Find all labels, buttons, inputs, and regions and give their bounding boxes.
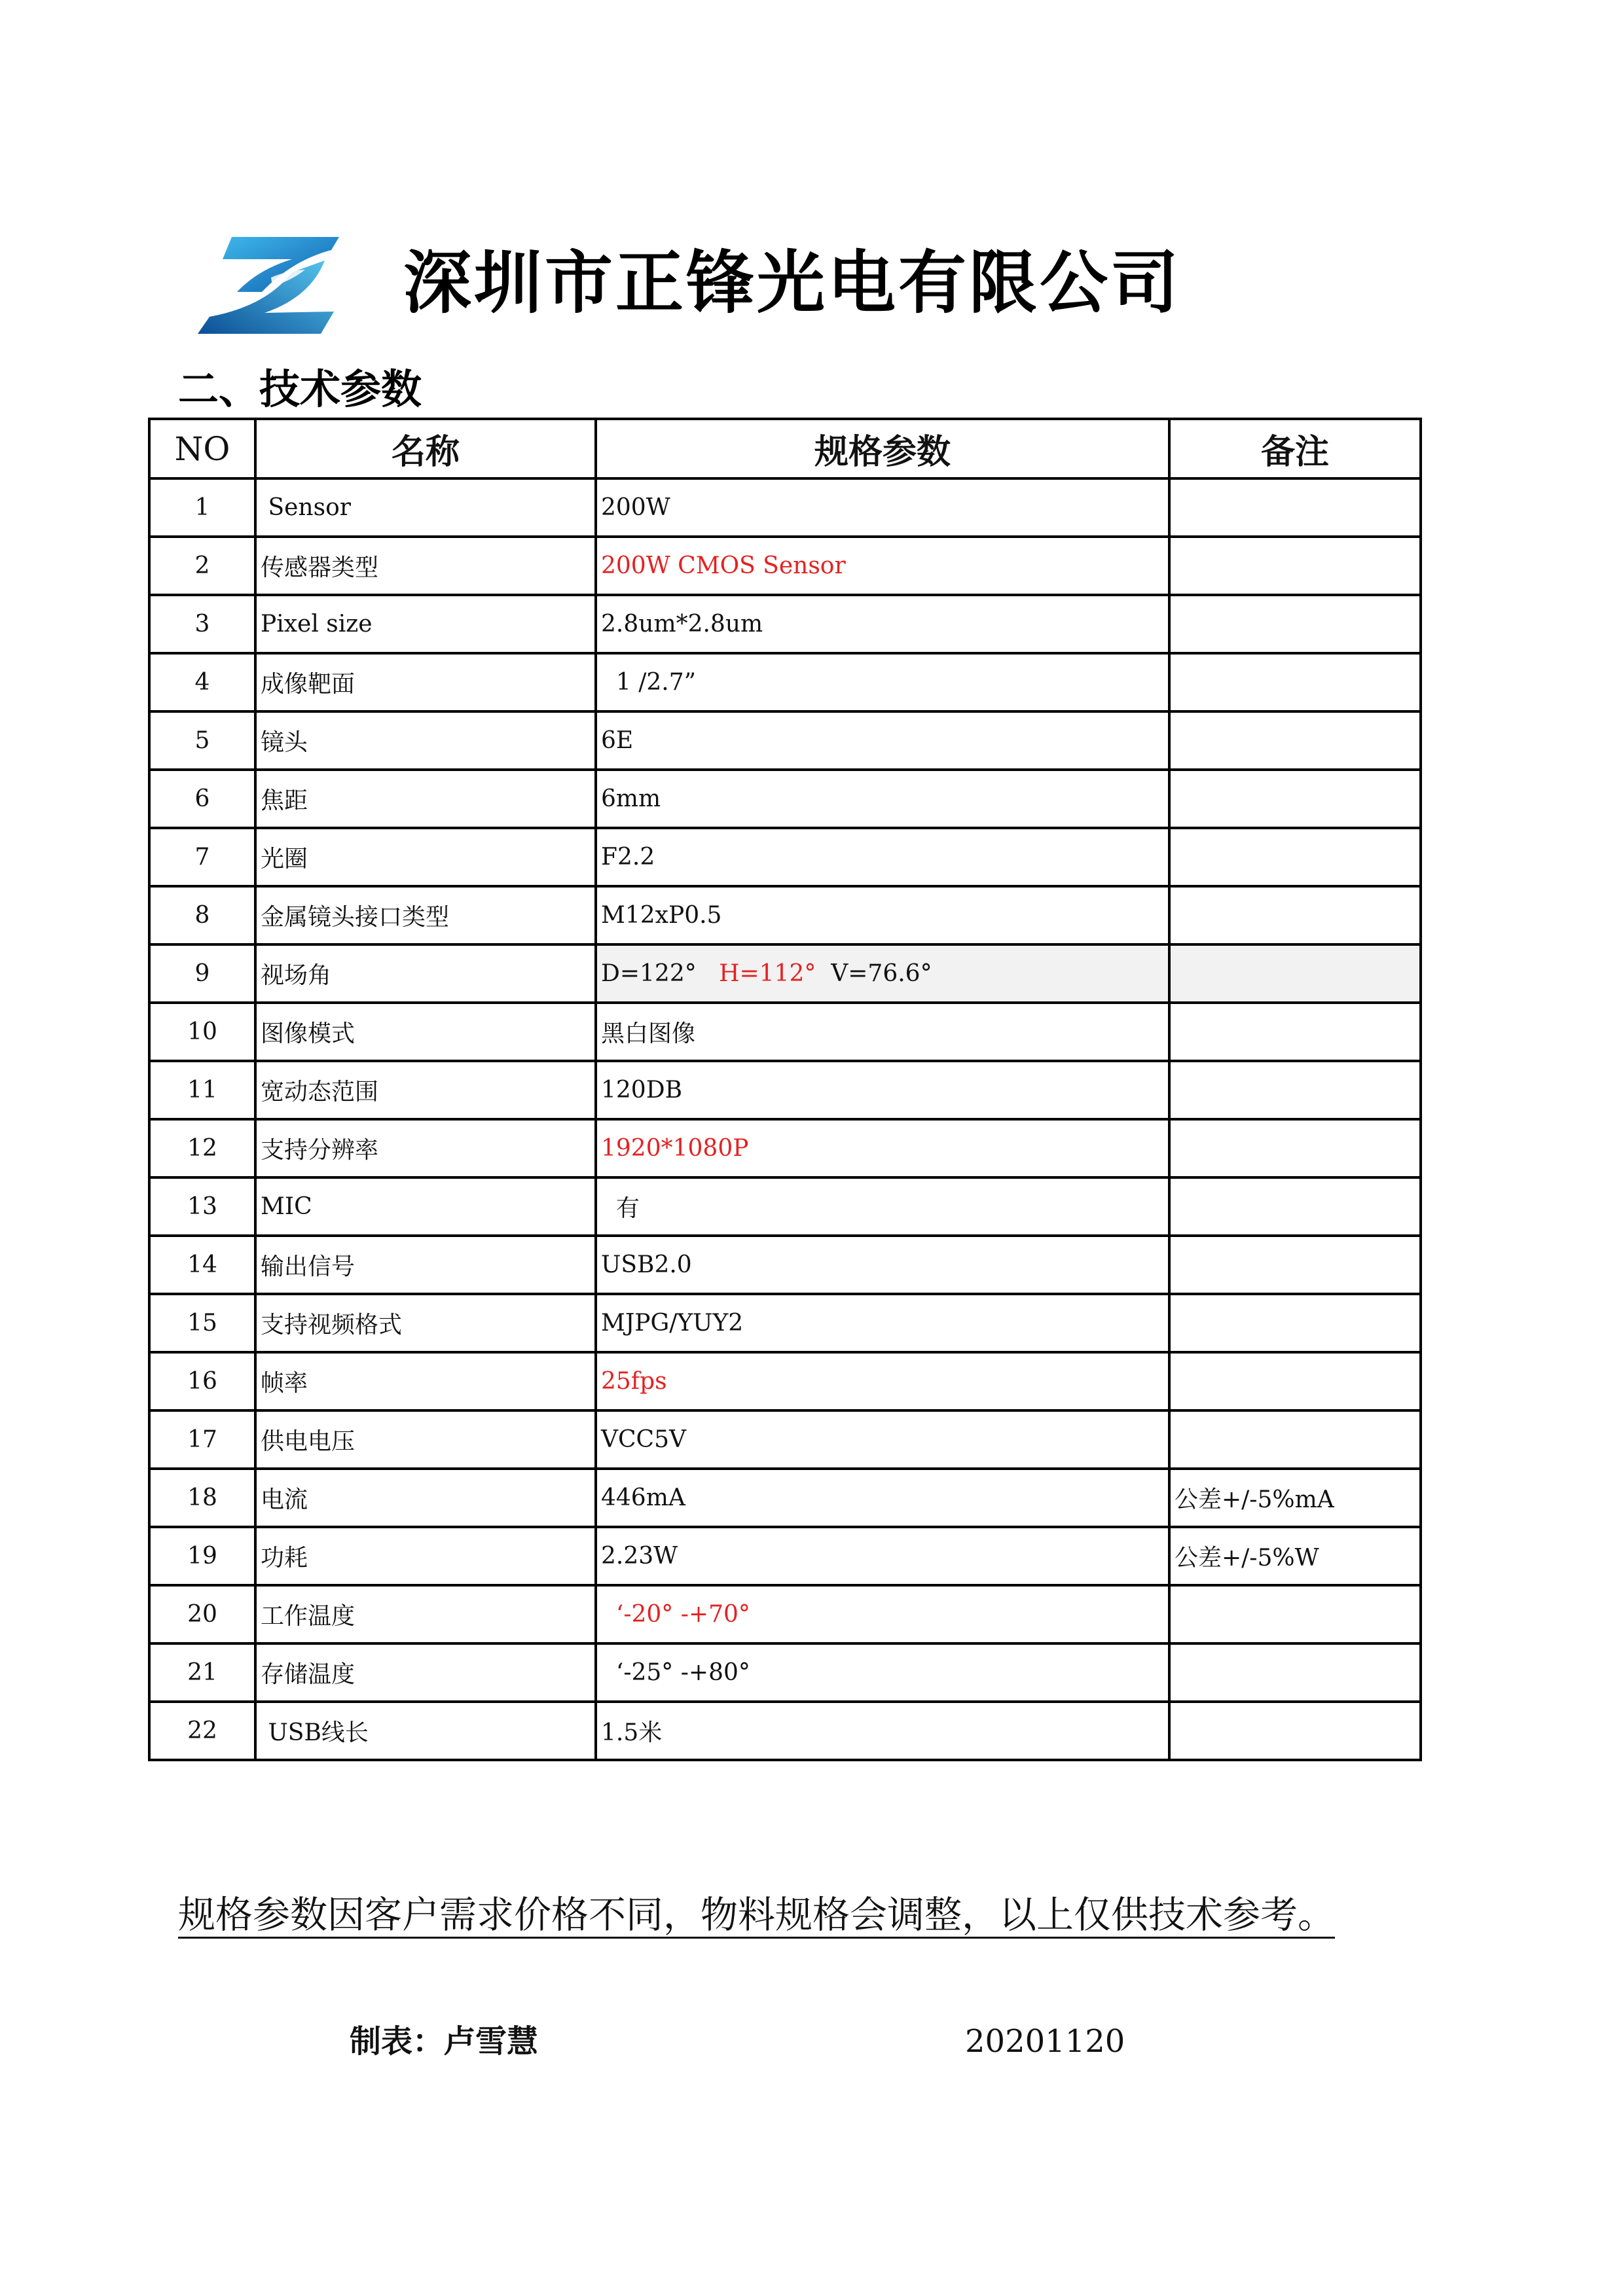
row-no: 2: [149, 537, 255, 595]
header-spec: 规格参数: [596, 419, 1169, 478]
table-row: [149, 1410, 1421, 1469]
row-name: 支持视频格式: [255, 1294, 596, 1352]
row-no: 19: [149, 1527, 255, 1585]
row-name: 传感器类型: [255, 537, 596, 595]
row-value: ‘-20° -+70°: [596, 1585, 1169, 1643]
row-remark: [1169, 828, 1421, 886]
row-value: 1.5米: [596, 1702, 1169, 1760]
row-no: 3: [149, 595, 255, 653]
row-remark: [1169, 770, 1421, 828]
row-name: 光圈: [255, 828, 596, 886]
row-no: 4: [149, 653, 255, 711]
table-row: [149, 653, 1421, 711]
row-no: 1: [149, 478, 255, 537]
row-remark: 公差+/-5%mA: [1169, 1469, 1421, 1527]
row-remark: [1169, 886, 1421, 944]
table-row: [149, 770, 1421, 828]
row-no: 8: [149, 886, 255, 944]
table-row: [149, 1643, 1421, 1702]
table-row: [149, 1702, 1421, 1760]
row-remark: [1169, 1585, 1421, 1643]
row-no: 16: [149, 1352, 255, 1410]
table-row: [149, 1177, 1421, 1236]
row-value: USB2.0: [596, 1236, 1169, 1294]
table-row: [149, 886, 1421, 944]
table-row: [149, 828, 1421, 886]
row-no: 6: [149, 770, 255, 828]
table-row: [149, 537, 1421, 595]
company-logo: [194, 234, 342, 336]
row-value: 2.23W: [596, 1527, 1169, 1585]
table-row: [149, 711, 1421, 770]
row-name: 输出信号: [255, 1236, 596, 1294]
table-row: [149, 944, 1421, 1003]
row-value: 1920*1080P: [596, 1119, 1169, 1177]
row-value: 1 /2.7”: [596, 653, 1169, 711]
row-name: 支持分辨率: [255, 1119, 596, 1177]
row-name: USB线长: [255, 1702, 596, 1760]
company-name: 深圳市正锋光电有限公司: [403, 243, 1182, 323]
row-value: F2.2: [596, 828, 1169, 886]
table-header-row: [149, 419, 1421, 478]
row-remark: [1169, 1643, 1421, 1702]
table-row: [149, 1585, 1421, 1643]
row-no: 11: [149, 1061, 255, 1119]
row-name: 工作温度: [255, 1585, 596, 1643]
row-no: 14: [149, 1236, 255, 1294]
row-value: MJPG/YUY2: [596, 1294, 1169, 1352]
table-maker: 制表：卢雪慧: [350, 2023, 539, 2060]
row-remark: [1169, 1119, 1421, 1177]
row-remark: [1169, 537, 1421, 595]
row-name: 电流: [255, 1469, 596, 1527]
table-row: [149, 1527, 1421, 1585]
row-remark: 公差+/-5%W: [1169, 1527, 1421, 1585]
row-value: M12xP0.5: [596, 886, 1169, 944]
header-name: 名称: [255, 419, 596, 478]
row-remark: [1169, 1236, 1421, 1294]
table-row: [149, 1061, 1421, 1119]
row-remark: [1169, 944, 1421, 1003]
row-value: 黑白图像: [596, 1003, 1169, 1061]
row-name: 宽动态范围: [255, 1061, 596, 1119]
row-value: 2.8um*2.8um: [596, 595, 1169, 653]
row-value: 200W: [596, 478, 1169, 537]
row-name: 帧率: [255, 1352, 596, 1410]
row-remark: [1169, 1177, 1421, 1236]
table-row: [149, 1003, 1421, 1061]
row-no: 15: [149, 1294, 255, 1352]
fov-diagonal: D=122°: [601, 960, 720, 987]
row-remark: [1169, 1702, 1421, 1760]
table-row: [149, 1352, 1421, 1410]
table-row: [149, 1469, 1421, 1527]
fov-vertical: V=76.6°: [816, 960, 932, 987]
row-no: 22: [149, 1702, 255, 1760]
row-value: 6E: [596, 711, 1169, 770]
row-value: ‘-25° -+80°: [596, 1643, 1169, 1702]
table-row: [149, 1236, 1421, 1294]
row-remark: [1169, 1410, 1421, 1469]
row-no: 7: [149, 828, 255, 886]
header-no: NO: [149, 419, 255, 478]
spec-table: [148, 418, 1422, 1761]
row-no: 12: [149, 1119, 255, 1177]
fov-horizontal: H=112°: [719, 960, 816, 987]
row-no: 9: [149, 944, 255, 1003]
row-name: 镜头: [255, 711, 596, 770]
row-name: Sensor: [255, 478, 596, 537]
table-row: [149, 1119, 1421, 1177]
row-value: VCC5V: [596, 1410, 1169, 1469]
row-name: 金属镜头接口类型: [255, 886, 596, 944]
row-no: 18: [149, 1469, 255, 1527]
row-name: 视场角: [255, 944, 596, 1003]
row-name: 存储温度: [255, 1643, 596, 1702]
row-remark: [1169, 1003, 1421, 1061]
row-no: 20: [149, 1585, 255, 1643]
row-remark: [1169, 711, 1421, 770]
row-value: [596, 944, 1169, 1003]
row-name: 焦距: [255, 770, 596, 828]
row-name: 供电电压: [255, 1410, 596, 1469]
row-remark: [1169, 1352, 1421, 1410]
row-name: 功耗: [255, 1527, 596, 1585]
section-title: 二、技术参数: [178, 365, 422, 413]
row-value: 446mA: [596, 1469, 1169, 1527]
row-no: 17: [149, 1410, 255, 1469]
row-value: 120DB: [596, 1061, 1169, 1119]
row-value: 有: [596, 1177, 1169, 1236]
row-no: 10: [149, 1003, 255, 1061]
row-no: 5: [149, 711, 255, 770]
row-remark: [1169, 653, 1421, 711]
header-remark: 备注: [1169, 419, 1421, 478]
row-remark: [1169, 1061, 1421, 1119]
row-value: 6mm: [596, 770, 1169, 828]
table-row: [149, 595, 1421, 653]
row-remark: [1169, 1294, 1421, 1352]
row-name: Pixel size: [255, 595, 596, 653]
row-name: 成像靶面: [255, 653, 596, 711]
footnote: 规格参数因客户需求价格不同，物料规格会调整，以上仅供技术参考。: [178, 1893, 1335, 1937]
row-name: 图像模式: [255, 1003, 596, 1061]
row-remark: [1169, 595, 1421, 653]
table-row: [149, 478, 1421, 537]
document-date: 20201120: [965, 2023, 1125, 2060]
row-remark: [1169, 478, 1421, 537]
row-value: 25fps: [596, 1352, 1169, 1410]
table-row: [149, 1294, 1421, 1352]
row-name: MIC: [255, 1177, 596, 1236]
row-value: 200W CMOS Sensor: [596, 537, 1169, 595]
row-no: 21: [149, 1643, 255, 1702]
row-no: 13: [149, 1177, 255, 1236]
